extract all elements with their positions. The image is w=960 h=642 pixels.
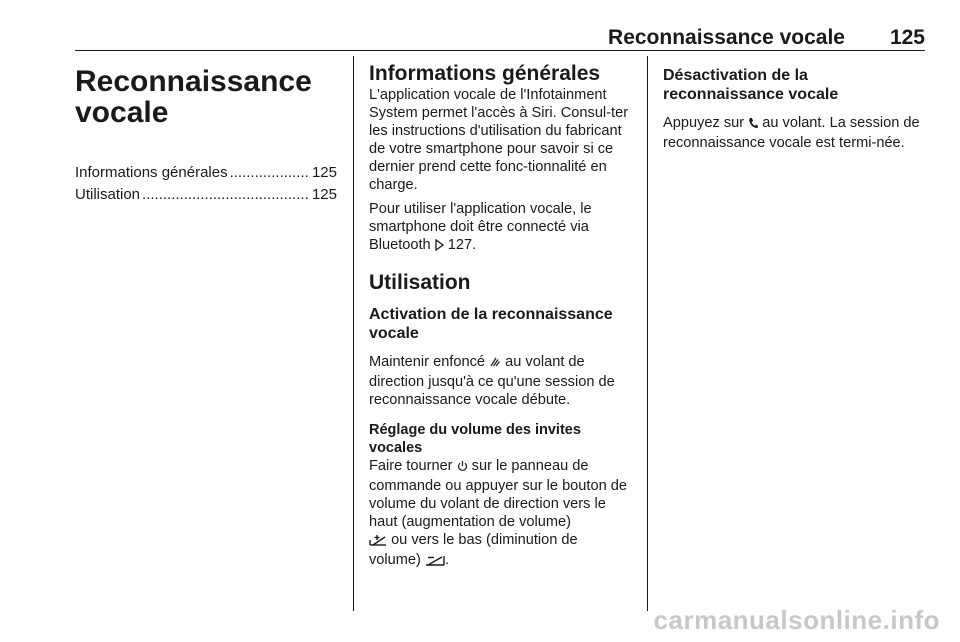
toc-entry-page: 125 bbox=[311, 186, 337, 203]
voice-control-icon bbox=[489, 355, 501, 373]
paragraph-volume bbox=[369, 457, 632, 571]
page-header bbox=[75, 26, 925, 50]
column-chapter bbox=[75, 62, 337, 206]
heading-deactivation: Désactivation de la reconnaissance vocale bbox=[663, 67, 839, 103]
volume-text-1: Faire tourner bbox=[369, 458, 453, 474]
watermark: carmanualsonline.info bbox=[653, 605, 940, 635]
column-divider-left bbox=[353, 56, 354, 611]
column-main bbox=[369, 62, 632, 571]
heading-usage: Utilisation bbox=[369, 271, 471, 294]
chapter-title bbox=[75, 66, 337, 128]
deactivation-text-start: Appuyez sur bbox=[663, 115, 745, 131]
column-right bbox=[663, 62, 925, 152]
paragraph-activation bbox=[369, 353, 632, 409]
volume-text-2: sur le panneau de commande ou appuyer sur le bouton de volume du volant de direction vers le haut (augmentation de volume) bbox=[369, 458, 627, 530]
activation-text-start: Maintenir enfoncé bbox=[369, 354, 486, 370]
ref-arrow-icon[interactable] bbox=[435, 238, 444, 256]
heading-volume: Réglage du volume des invites vocales bbox=[369, 422, 581, 456]
paragraph-deactivation bbox=[663, 114, 925, 152]
table-of-contents bbox=[75, 162, 337, 206]
deactivation-text-end: au volant. La session de reconnaissance vocale est termi-née. bbox=[663, 115, 920, 151]
header-section-title: Reconnaissance vocale bbox=[608, 26, 845, 49]
chapter-title-line2: vocale bbox=[75, 96, 169, 129]
power-knob-icon bbox=[457, 459, 468, 477]
toc-entry[interactable] bbox=[75, 184, 337, 206]
toc-leader-dots bbox=[142, 184, 310, 206]
volume-down-icon bbox=[425, 553, 445, 571]
volume-text-3: ou vers le bas (diminution de volume) bbox=[369, 532, 578, 568]
toc-entry-label: Utilisation bbox=[75, 186, 141, 203]
chapter-title-line1: Reconnaissance bbox=[75, 65, 312, 98]
toc-leader-dots bbox=[230, 162, 310, 184]
toc-entry-label: Informations générales bbox=[75, 164, 228, 181]
header-page-number: 125 bbox=[889, 26, 925, 49]
phone-end-icon bbox=[748, 116, 758, 134]
paragraph-siri: L'application vocale de l'Infotainment System permet l'accès à Siri. Consul-ter les instructions d'utilisation du fabricant de votre smartphone pour savoir si ce dernier prend cette fonc-tionnalité en charge. bbox=[369, 87, 629, 193]
bluetooth-page-ref[interactable]: 127. bbox=[447, 237, 477, 253]
bluetooth-text: Pour utiliser l'application vocale, le smartphone doit être connecté via Bluetooth bbox=[369, 201, 592, 253]
header-rule bbox=[75, 50, 925, 51]
volume-text-4: . bbox=[444, 552, 450, 568]
heading-general-info: Informations générales bbox=[369, 62, 601, 85]
activation-text-end: au volant de direction jusqu'à ce qu'une session de reconnaissance vocale débute. bbox=[369, 354, 615, 408]
paragraph-bluetooth bbox=[369, 200, 632, 256]
column-divider-right bbox=[647, 56, 648, 611]
heading-activation: Activation de la reconnaissance vocale bbox=[369, 306, 613, 342]
toc-entry-page: 125 bbox=[311, 164, 337, 181]
volume-up-icon bbox=[369, 533, 387, 551]
toc-entry[interactable] bbox=[75, 162, 337, 184]
